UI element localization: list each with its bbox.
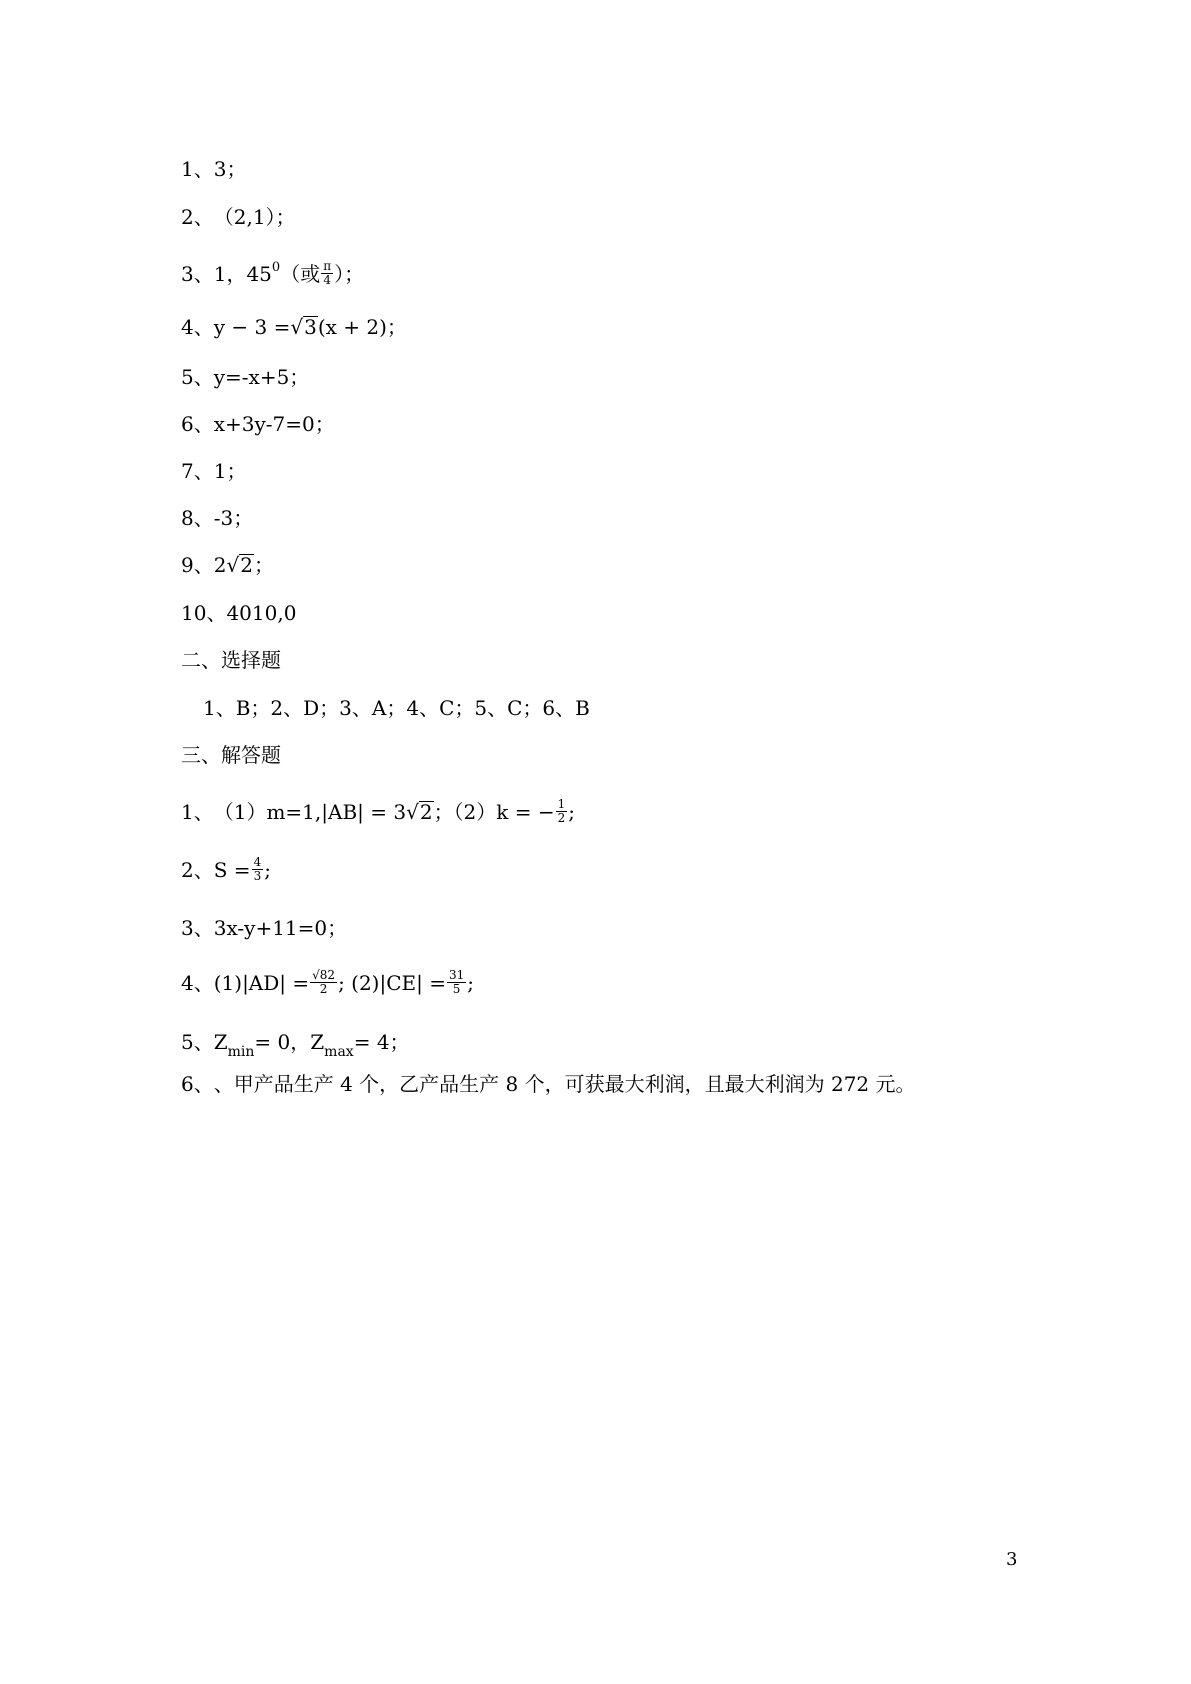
solve-answer-5 (181, 1030, 410, 1062)
answer-3 (181, 258, 364, 289)
answer-number: 1、 (181, 800, 214, 824)
answer-text: （或 (280, 261, 321, 286)
fraction-numerator: 1 (557, 797, 566, 811)
solve-answer-4 (181, 968, 475, 998)
fraction-numerator: 4 (253, 855, 262, 869)
answer-number: 8、 (181, 506, 214, 530)
answer-text: Z (213, 1030, 228, 1054)
answer-text: Z (310, 1030, 325, 1054)
answer-number: 2、 (181, 858, 214, 882)
fraction-denominator: 2 (319, 982, 328, 996)
subscript: max (324, 1044, 354, 1060)
answer-number: 3、 (181, 261, 214, 286)
answer-number: 9、 (181, 553, 214, 577)
answer-number: 10、 (181, 601, 227, 625)
answer-4 (181, 315, 407, 339)
radicand: 2 (419, 800, 433, 824)
answer-7 (181, 459, 246, 483)
answer-number: 6、 (181, 1072, 214, 1096)
answer-text: ； (253, 553, 274, 577)
answer-number: 4、 (181, 971, 214, 995)
answer-number: 6、 (181, 412, 214, 436)
answer-10 (181, 601, 296, 625)
answer-8 (181, 506, 253, 530)
answer-9 (181, 553, 274, 577)
fraction-denominator: 2 (557, 811, 566, 825)
answer-number: 2、 (181, 205, 214, 229)
solve-answer-1 (181, 797, 576, 827)
answer-number: 3、 (181, 916, 214, 940)
answer-text: （2,1）； (213, 205, 296, 229)
answer-number: 5、 (181, 365, 214, 389)
answer-number: 5、 (181, 1030, 214, 1054)
answer-text: 1，45 (213, 261, 272, 286)
section-heading-choice: 二、选择题 (181, 648, 281, 672)
fraction-numerator: π (323, 258, 332, 273)
answer-text: x+3y-7=0； (213, 412, 335, 436)
fraction (321, 260, 333, 287)
page-number: 3 (1006, 1549, 1018, 1570)
answer-2 (181, 205, 296, 229)
subscript: min (227, 1044, 255, 1060)
answer-text: -3； (213, 506, 254, 530)
section-heading-solve: 三、解答题 (181, 743, 281, 767)
answer-text: 2 (213, 553, 227, 577)
answer-text: 3； (213, 157, 247, 181)
answer-text: （1）m=1,|AB| = 3 (213, 800, 407, 824)
answer-text: y=-x+5； (213, 365, 310, 389)
choice-answers: 1、B；2、D；3、A；4、C；5、C；6、B (203, 696, 590, 720)
answer-number: 7、 (181, 459, 214, 483)
answer-text: y − 3 = (213, 315, 291, 339)
solve-answer-2 (181, 855, 271, 885)
answer-text: ; (2)|CE| = (338, 971, 446, 995)
answer-text: ; (467, 971, 475, 995)
answer-text: (x + 2)； (317, 315, 407, 339)
sqrt-expression: √2 (406, 800, 433, 824)
answer-text: 、甲产品生产 4 个，乙产品生产 8 个，可获最大利润，且最大利润为 272 元。 (213, 1072, 916, 1096)
answer-1 (181, 157, 246, 181)
solve-answer-6 (181, 1072, 916, 1096)
answer-6 (181, 412, 335, 436)
fraction-denominator: 3 (253, 869, 262, 883)
fraction (310, 969, 337, 996)
radicand: 2 (240, 553, 253, 577)
answer-number: 1、 (181, 157, 214, 181)
answer-text: ）； (334, 261, 365, 286)
sqrt-expression: √3 (290, 315, 317, 339)
answer-text: 1； (213, 459, 247, 483)
fraction (252, 856, 264, 883)
answer-text: ; (568, 800, 576, 824)
fraction-numerator: √82 (312, 968, 336, 982)
degree-superscript: 0 (271, 260, 281, 275)
answer-text: = 4； (353, 1030, 410, 1054)
solve-answer-3 (181, 916, 347, 940)
answer-text: ; (264, 858, 271, 882)
fraction-denominator: 4 (323, 272, 331, 287)
sqrt-expression: √2 (226, 553, 253, 577)
answer-text: 3x-y+11=0； (213, 916, 348, 940)
answer-text: 4010,0 (226, 601, 297, 625)
answer-text: (1)|AD| = (213, 971, 310, 995)
fraction-denominator: 5 (452, 982, 461, 996)
fraction (447, 969, 466, 996)
answer-5 (181, 365, 309, 389)
fraction (556, 798, 568, 825)
answer-text: = 0， (254, 1030, 311, 1054)
answer-number: 4、 (181, 315, 214, 339)
radicand: 3 (304, 315, 317, 339)
fraction-numerator: 31 (448, 968, 465, 982)
answer-text: S = (213, 858, 251, 882)
answer-text: ；（2）k = − (433, 800, 555, 824)
